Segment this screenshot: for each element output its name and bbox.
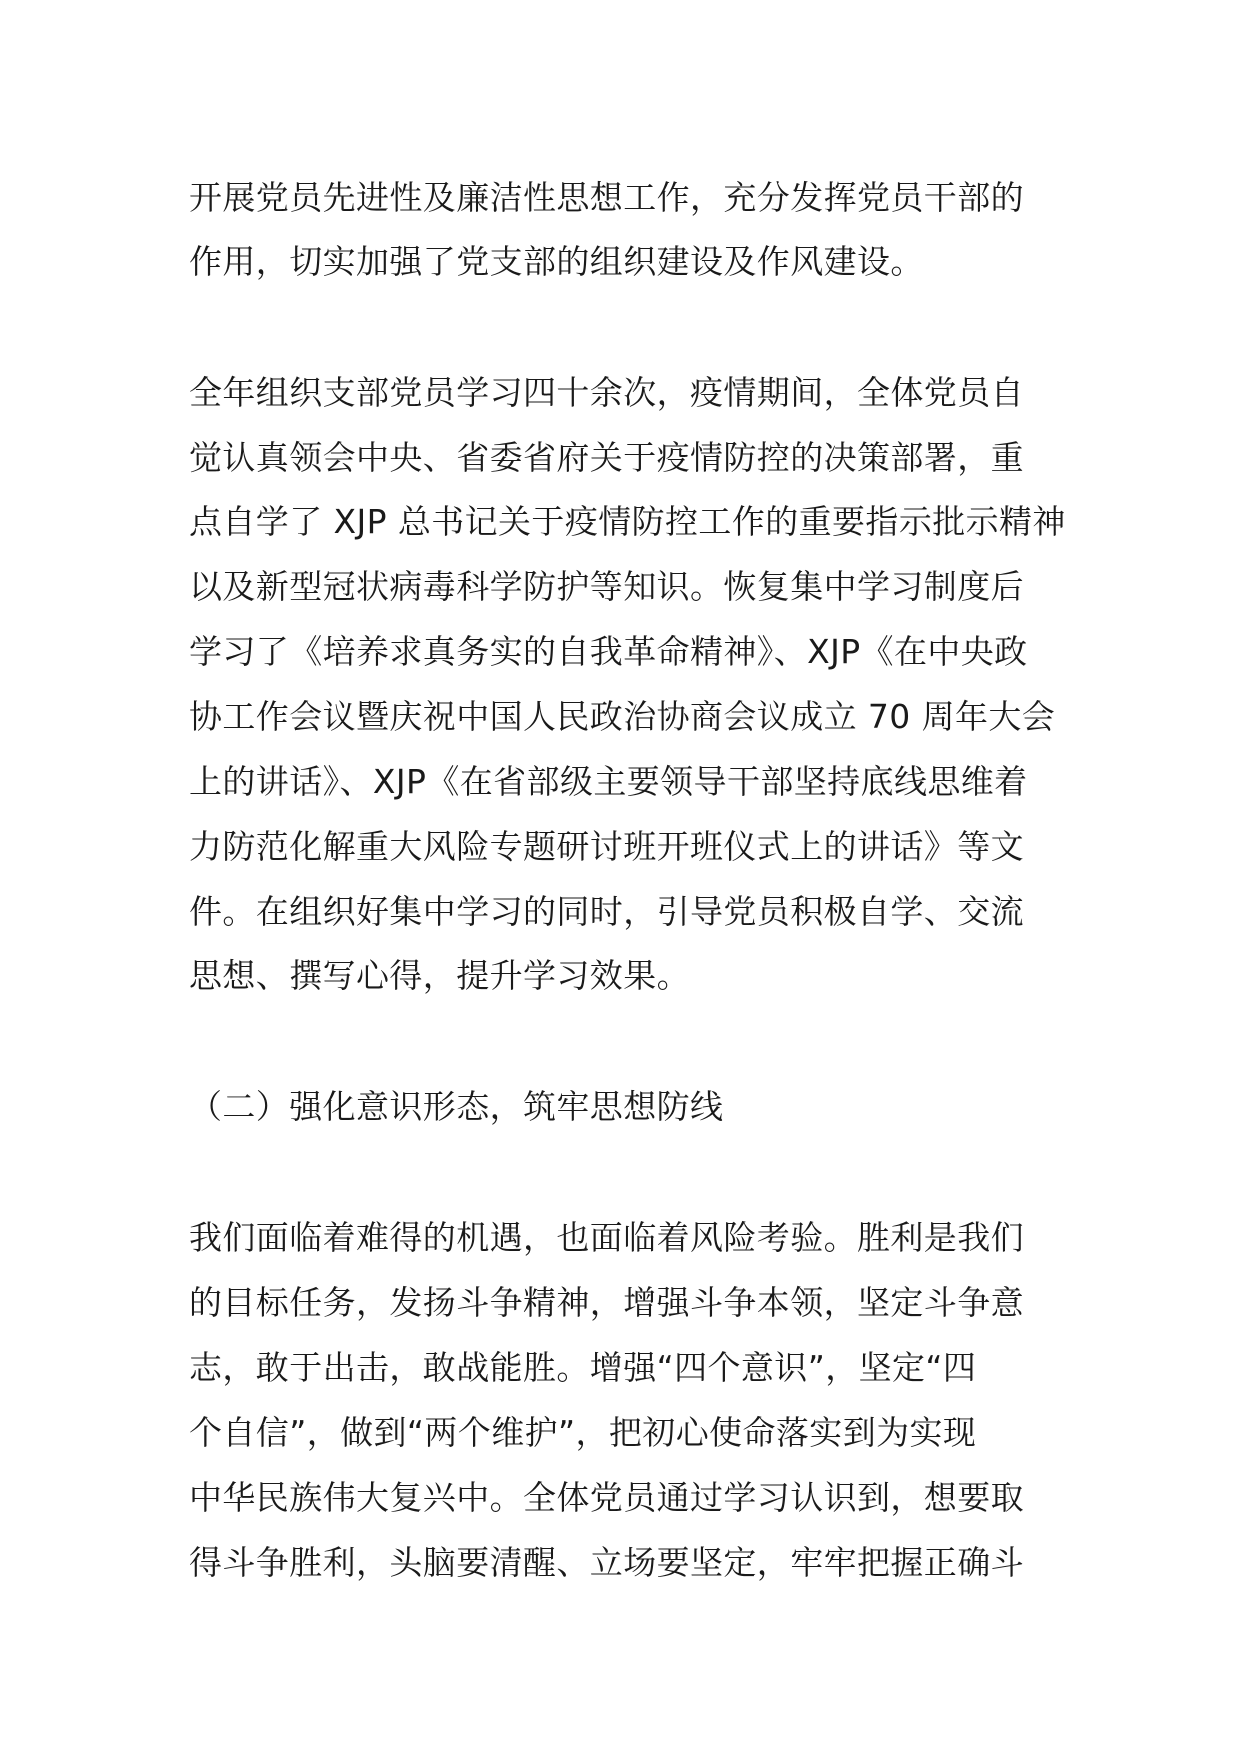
paragraph-line: 件。在组织好集中学习的同时，引导党员积极自学、交流 bbox=[189, 892, 1024, 931]
paragraph-line: 开展党员先进性及廉洁性思想工作，充分发挥党员干部的 bbox=[189, 178, 1024, 217]
paragraph-line: 协工作会议暨庆祝中国人民政治协商会议成立 70 周年大会 bbox=[189, 697, 1056, 736]
section-heading: （二）强化意识形态，筑牢思想防线 bbox=[189, 1087, 724, 1126]
paragraph-line: 全年组织支部党员学习四十余次，疫情期间，全体党员自 bbox=[189, 373, 1024, 412]
paragraph-line: 的目标任务，发扬斗争精神，增强斗争本领，坚定斗争意 bbox=[189, 1283, 1024, 1322]
paragraph-line: 志，敢于出击，敢战能胜。增强“四个意识”，坚定“四 bbox=[189, 1348, 977, 1387]
paragraph-line: 我们面临着难得的机遇，也面临着风险考验。胜利是我们 bbox=[189, 1218, 1024, 1257]
paragraph-line: 上的讲话》、XJP《在省部级主要领导干部坚持底线思维着 bbox=[189, 762, 1028, 801]
paragraph-line: 以及新型冠状病毒科学防护等知识。恢复集中学习制度后 bbox=[189, 567, 1024, 606]
paragraph-line: 学习了《培养求真务实的自我革命精神》、XJP《在中央政 bbox=[189, 632, 1028, 671]
paragraph-line: 觉认真领会中央、省委省府关于疫情防控的决策部署，重 bbox=[189, 438, 1024, 477]
paragraph-line: 点自学了 XJP 总书记关于疫情防控工作的重要指示批示精神 bbox=[189, 502, 1066, 541]
paragraph-line: 作用，切实加强了党支部的组织建设及作风建设。 bbox=[189, 242, 924, 281]
paragraph-line: 个自信”，做到“两个维护”，把初心使命落实到为实现 bbox=[189, 1413, 977, 1452]
paragraph-line: 力防范化解重大风险专题研讨班开班仪式上的讲话》等文 bbox=[189, 827, 1024, 866]
paragraph-line: 得斗争胜利，头脑要清醒、立场要坚定，牢牢把握正确斗 bbox=[189, 1543, 1024, 1582]
paragraph-line: 思想、撰写心得，提升学习效果。 bbox=[189, 956, 690, 995]
paragraph-line: 中华民族伟大复兴中。全体党员通过学习认识到，想要取 bbox=[189, 1478, 1024, 1517]
